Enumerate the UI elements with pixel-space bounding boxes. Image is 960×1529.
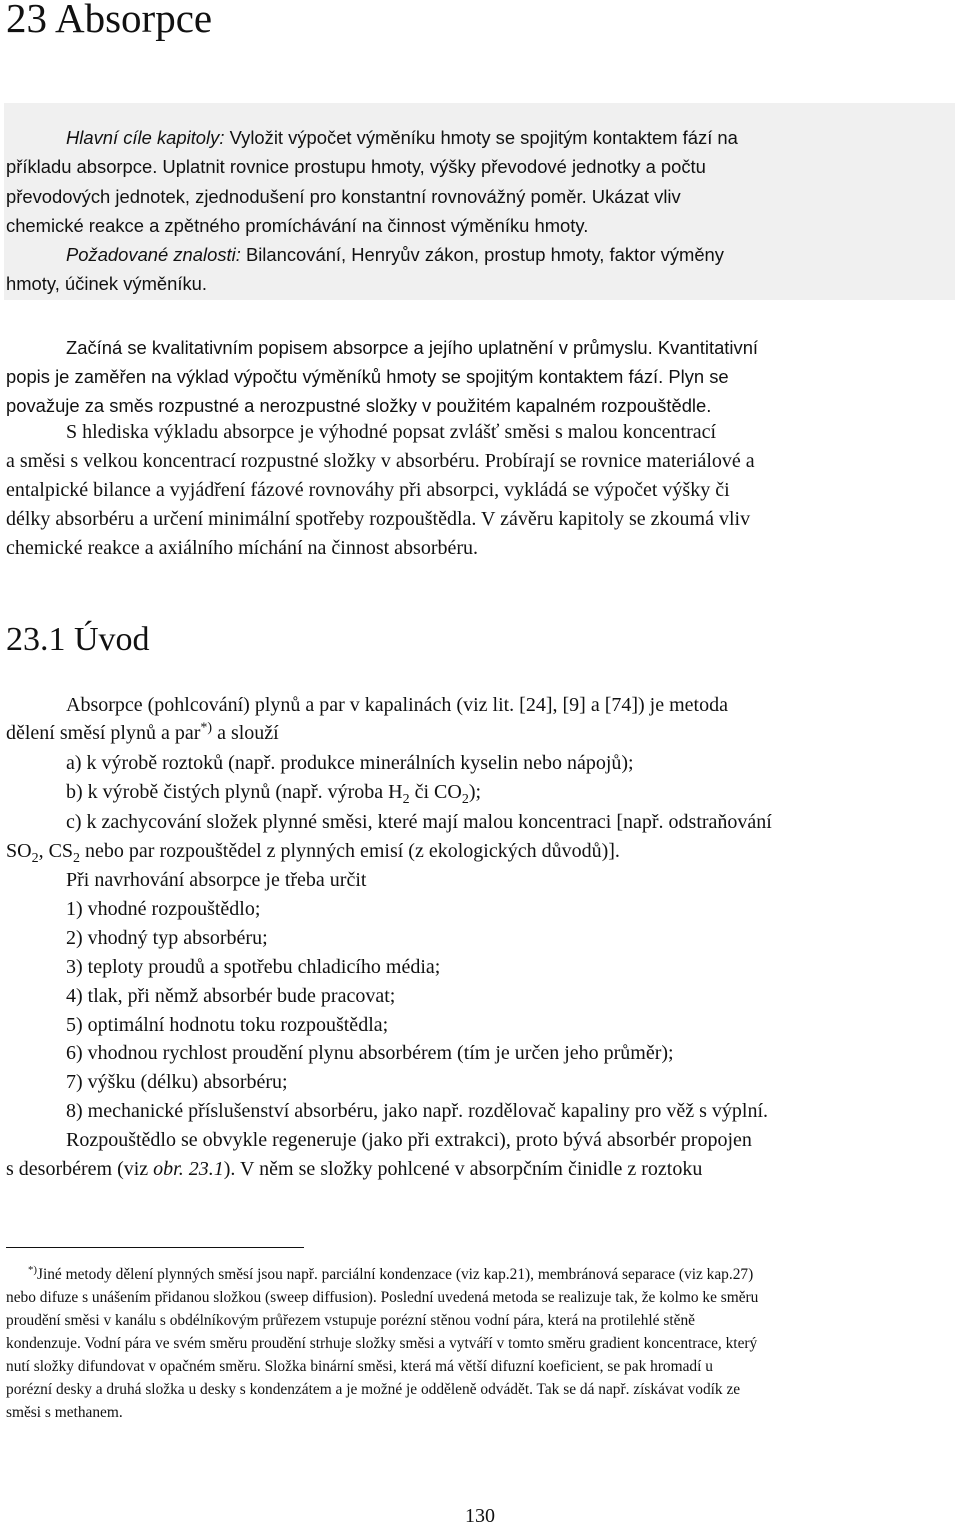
subscript: 2 — [402, 792, 410, 807]
section-heading: 23.1 Úvod — [6, 621, 150, 658]
goals-line-4: chemické reakce a zpětného promíchávání na činnost výměníku hmoty. — [6, 215, 589, 236]
footnote-line: nutí složky difundovat v opačném směru. Složka binární směsi, která má větší difuzní koeficient, se pak hromadí u — [6, 1358, 713, 1375]
section-text: ); — [468, 781, 482, 803]
design-item: 1) vhodné rozpouštědlo; — [66, 898, 261, 920]
footnote-line — [28, 1263, 754, 1284]
section-line — [6, 722, 279, 745]
requirements-line-1 — [66, 240, 724, 269]
intro-line: Začíná se kvalitativním popisem absorpce a jejího uplatnění v průmyslu. Kvantitativní — [66, 337, 759, 358]
figure-reference[interactable]: obr. 23.1 — [153, 1158, 224, 1180]
section-text: , CS — [38, 840, 74, 862]
requirements-line-1-text: Bilancování, Henryův zákon, prostup hmoty, faktor výměny — [245, 244, 724, 265]
section-text: ). V něm se složky pohlcené v absorpčním činidle z roztoku — [223, 1158, 703, 1180]
section-text: nebo par rozpouštědel z plynných emisí (z ekologických důvodů)]. — [80, 840, 620, 862]
purpose-item-b — [66, 781, 482, 807]
goals-label: Hlavní cíle kapitoly: — [66, 127, 225, 148]
intro-line: S hlediska výkladu absorpce je výhodné popsat zvlášť směsi s malou koncentrací — [66, 421, 717, 443]
design-item: 2) vhodný typ absorbéru; — [66, 927, 268, 949]
requirements-line-2: hmoty, účinek výměníku. — [6, 273, 208, 294]
section-text: a slouží — [212, 722, 279, 744]
footnote-separator — [6, 1247, 304, 1248]
footnote-line: nebo difuze s unášením přidanou složkou (sweep diffusion). Poslední uvedená metoda se realizuje tak, že kolmo ke směru — [6, 1289, 759, 1306]
footnote-line: směsi s methanem. — [6, 1404, 123, 1421]
footnote-line: proudění směsi v kanálu s obdélníkovým průřezem vstupuje porézní stěnou vodní pára, která na protilehlé stěně — [6, 1312, 695, 1329]
design-intro: Při navrhování absorpce je třeba určit — [66, 869, 367, 891]
subscript: 2 — [461, 792, 469, 807]
footnote-reference: *) — [200, 720, 213, 736]
purpose-item-a: a) k výrobě roztoků (např. produkce minerálních kyselin nebo nápojů); — [66, 752, 634, 774]
footnote-line: kondenzuje. Vodní pára ve svém směru proudění strhuje složky směsi a vytváří v tomto směru gradient koncentrace, který — [6, 1335, 758, 1352]
chapter-title: 23 Absorpce — [6, 0, 213, 41]
section-text: dělení směsí plynů a par — [6, 722, 201, 744]
goals-line-1-text: Vyložit výpočet výměníku hmoty se spojitým kontaktem fází na — [229, 127, 738, 148]
design-item: 5) optimální hodnotu toku rozpouštědla; — [66, 1014, 389, 1036]
requirements-label: Požadované znalosti: — [66, 244, 241, 265]
section-text: s desorbérem (viz — [6, 1158, 154, 1180]
subscript: 2 — [31, 851, 39, 866]
purpose-item-c-continued — [6, 840, 620, 866]
section-text: SO — [6, 840, 32, 862]
design-item: 8) mechanické příslušenství absorbéru, jako např. rozdělovač kapaliny pro věž s výplní. — [66, 1100, 769, 1122]
design-item: 3) teploty proudů a spotřebu chladicího média; — [66, 956, 441, 978]
footnote-line: porézní desky a druhá složka u desky s kondenzátem a je možné je odděleně odvádět. Tak se dá např. získávat vodík ze — [6, 1381, 741, 1398]
intro-line: popis je zaměřen na výklad výpočtu výměníků hmoty se spojitým kontaktem fází. Plyn se — [6, 366, 729, 387]
page-number: 130 — [465, 1505, 495, 1527]
design-item: 6) vhodnou rychlost proudění plynu absorbérem (tím je určen jeho průměr); — [66, 1042, 674, 1064]
section-text: b) k výrobě čistých plynů (např. výroba H — [66, 781, 403, 803]
goals-line-3: převodových jednotek, zjednodušení pro konstantní rovnovážný poměr. Ukázat vliv — [6, 186, 681, 207]
goals-line-1 — [66, 123, 738, 152]
footnote-text: Jiné metody dělení plynných směsí jsou např. parciální kondenzace (viz kap.21), membránová separace (viz kap.27) — [36, 1266, 754, 1283]
regeneration-line: Rozpouštědlo se obvykle regeneruje (jako při extrakci), proto bývá absorbér propojen — [66, 1129, 752, 1151]
design-item: 4) tlak, při němž absorbér bude pracovat; — [66, 985, 396, 1007]
design-item: 7) výšku (délku) absorbéru; — [66, 1071, 288, 1093]
section-line: Absorpce (pohlcování) plynů a par v kapalinách (viz lit. [24], [9] a [74]) je metoda — [66, 694, 728, 716]
subscript: 2 — [73, 851, 81, 866]
goals-line-2: příkladu absorpce. Uplatnit rovnice prostupu hmoty, výšky převodové jednotky a počtu — [6, 156, 706, 177]
purpose-item-c: c) k zachycování složek plynné směsi, které mají malou koncentraci [např. odstraňování — [66, 811, 772, 833]
intro-line: považuje za směs rozpustné a nerozpustné složky v použitém kapalném rozpouštědle. — [6, 395, 712, 416]
footnote-marker: *) — [28, 1263, 37, 1276]
intro-line: chemické reakce a axiálního míchání na činnost absorbéru. — [6, 537, 479, 559]
intro-line: délky absorbéru a určení minimální spotřeby rozpouštědla. V závěru kapitoly se zkoumá vliv — [6, 508, 751, 530]
intro-line: a směsi s velkou koncentrací rozpustné složky v absorbéru. Probírají se rovnice materiálové a — [6, 450, 755, 472]
regeneration-line-2 — [6, 1158, 702, 1181]
intro-line: entalpické bilance a vyjádření fázové rovnováhy při absorpci, vykládá se výpočet výšky či — [6, 479, 730, 501]
section-text: či CO — [409, 781, 462, 803]
